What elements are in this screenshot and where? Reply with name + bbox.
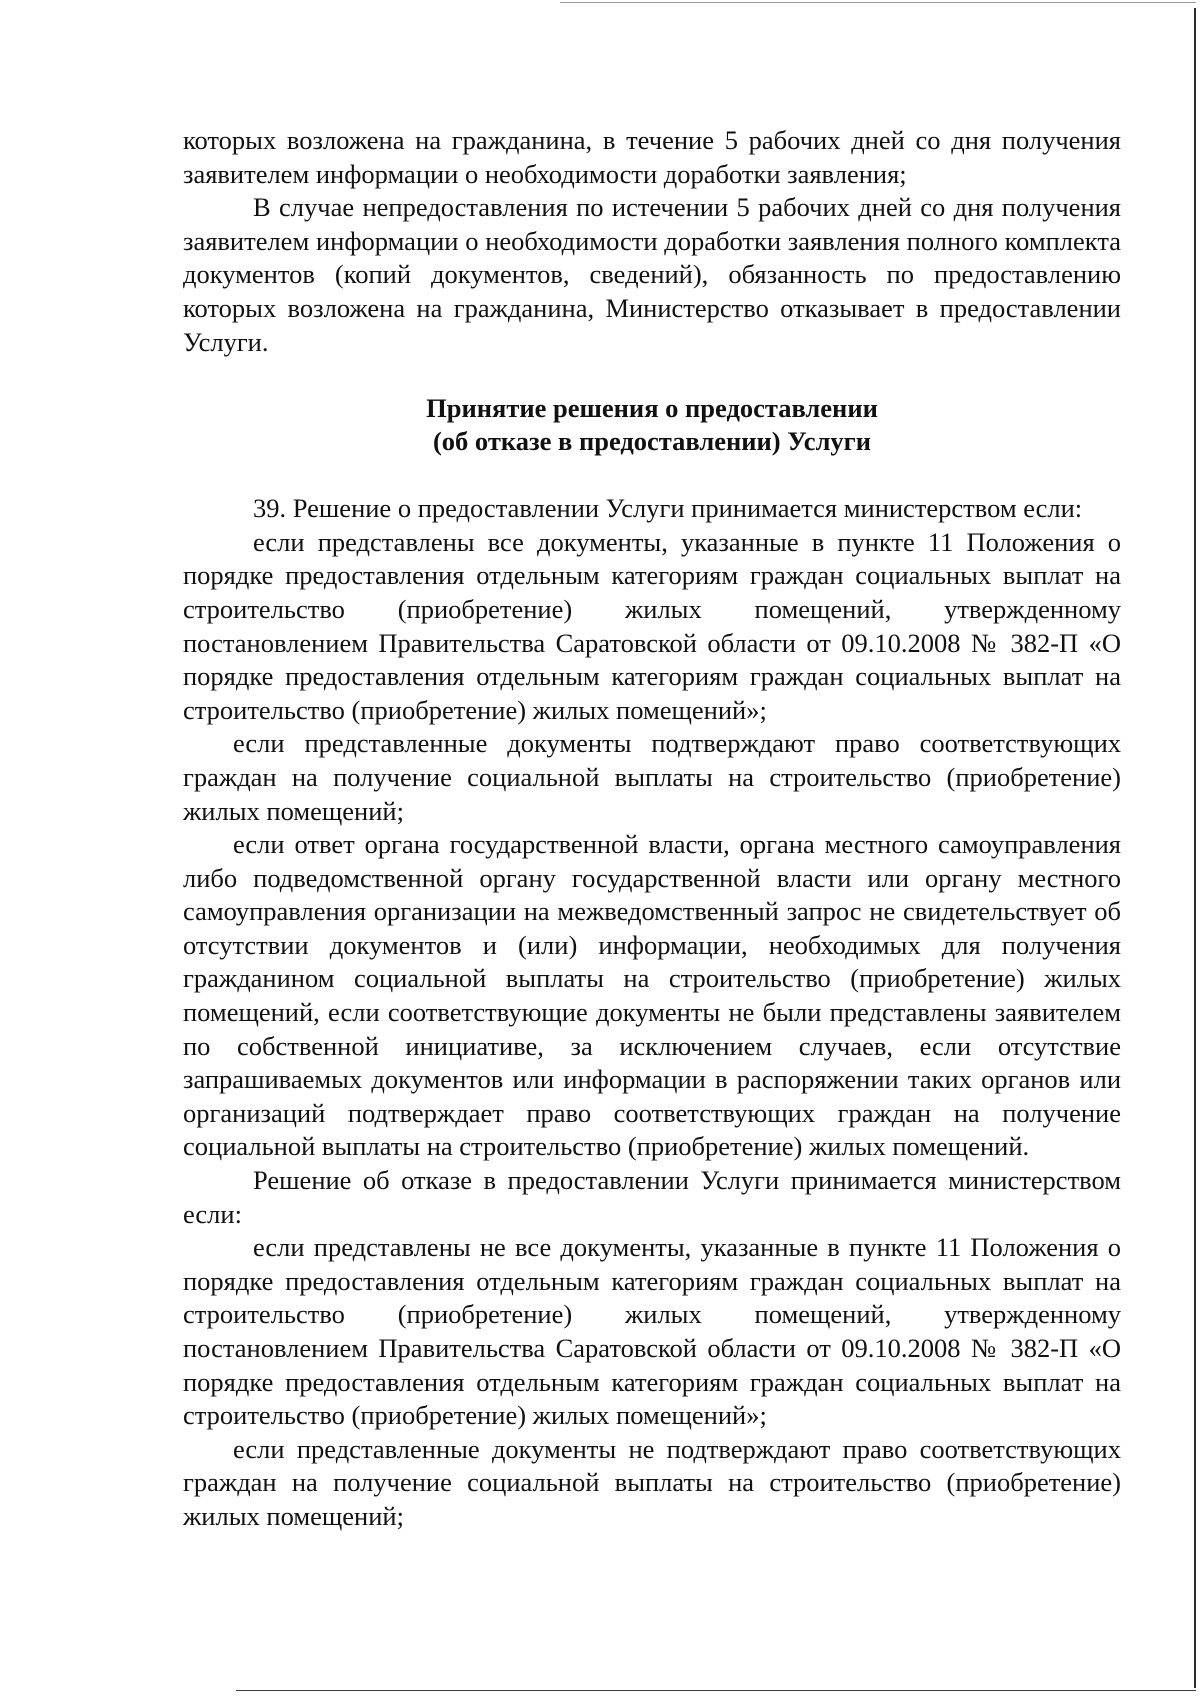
paragraph-refusal-incomplete: В случае непредоставления по истечении 5 рабочих дней со дня получения заявителем информации о необходимости доработки заявления полного комплекта документов (копий документов, сведений), обязанность по предоставлению которых возложена на гражданина, Министерство отказывает в предоставлении Услуги.	[183, 192, 1121, 357]
section-heading	[183, 392, 1121, 458]
section-heading-line-1: Принятие решения о предоставлении	[426, 393, 878, 424]
paragraph-refusal-condition-1: если представлены не все документы, указанные в пункте 11 Положения о порядке предоставления отдельным категориям граждан социальных выплат на строительство (приобретение) жилых помещений, утвержденному постановлением Правительства Саратовской области от 09.10.2008 № 382-П «О порядке предоставления отдельным категориям граждан социальных выплат на строительство (приобретение) жилых помещений»;	[183, 1232, 1121, 1431]
paragraph-grant-condition-1: если представлены все документы, указанные в пункте 11 Положения о порядке предоставления отдельным категориям граждан социальных выплат на строительство (приобретение) жилых помещений, утвержденному постановлением Правительства Саратовской области от 09.10.2008 № 382-П «О порядке предоставления отдельным категориям граждан социальных выплат на строительство (приобретение) жилых помещений»;	[183, 526, 1121, 725]
paragraph-item-39: 39. Решение о предоставлении Услуги принимается министерством если:	[253, 493, 1083, 524]
scan-edge-top	[560, 2, 1196, 3]
document-body	[183, 124, 1121, 1534]
paragraph-grant-condition-2: если представленные документы подтверждают право соответствующих граждан на получение социальной выплаты на строительство (приобретение) жилых помещений;	[183, 728, 1121, 826]
paragraph-refusal-condition-2: если представленные документы не подтверждают право соответствующих граждан на получение социальной выплаты на строительство (приобретение) жилых помещений;	[183, 1433, 1121, 1531]
scan-edge-bottom	[236, 1690, 1196, 1691]
paragraph-continuation: которых возложена на гражданина, в течение 5 рабочих дней со дня получения заявителем информации о необходимости доработки заявления;	[183, 125, 1121, 189]
paragraph-grant-condition-3: если ответ органа государственной власти, органа местного самоуправления либо подведомственной органу государственной власти или органу местного самоуправления организации на межведомственный запрос не свидетельствует об отсутствии документов и (или) информации, необходимых для получения гражданином социальной выплаты на строительство (приобретение) жилых помещений, если соответствующие документы не были представлены заявителем по собственной инициативе, за исключением случаев, если отсутствие запрашиваемых документов или информации в распоряжении таких органов или организаций подтверждает право соответствующих граждан на получение социальной выплаты на строительство (приобретение) жилых помещений.	[183, 829, 1121, 1162]
section-heading-line-2: (об отказе в предоставлении) Услуги	[432, 426, 871, 457]
paragraph-refusal-decision: Решение об отказе в предоставлении Услуги принимается министерством если:	[183, 1165, 1121, 1229]
scan-edge-right	[1194, 8, 1196, 1688]
